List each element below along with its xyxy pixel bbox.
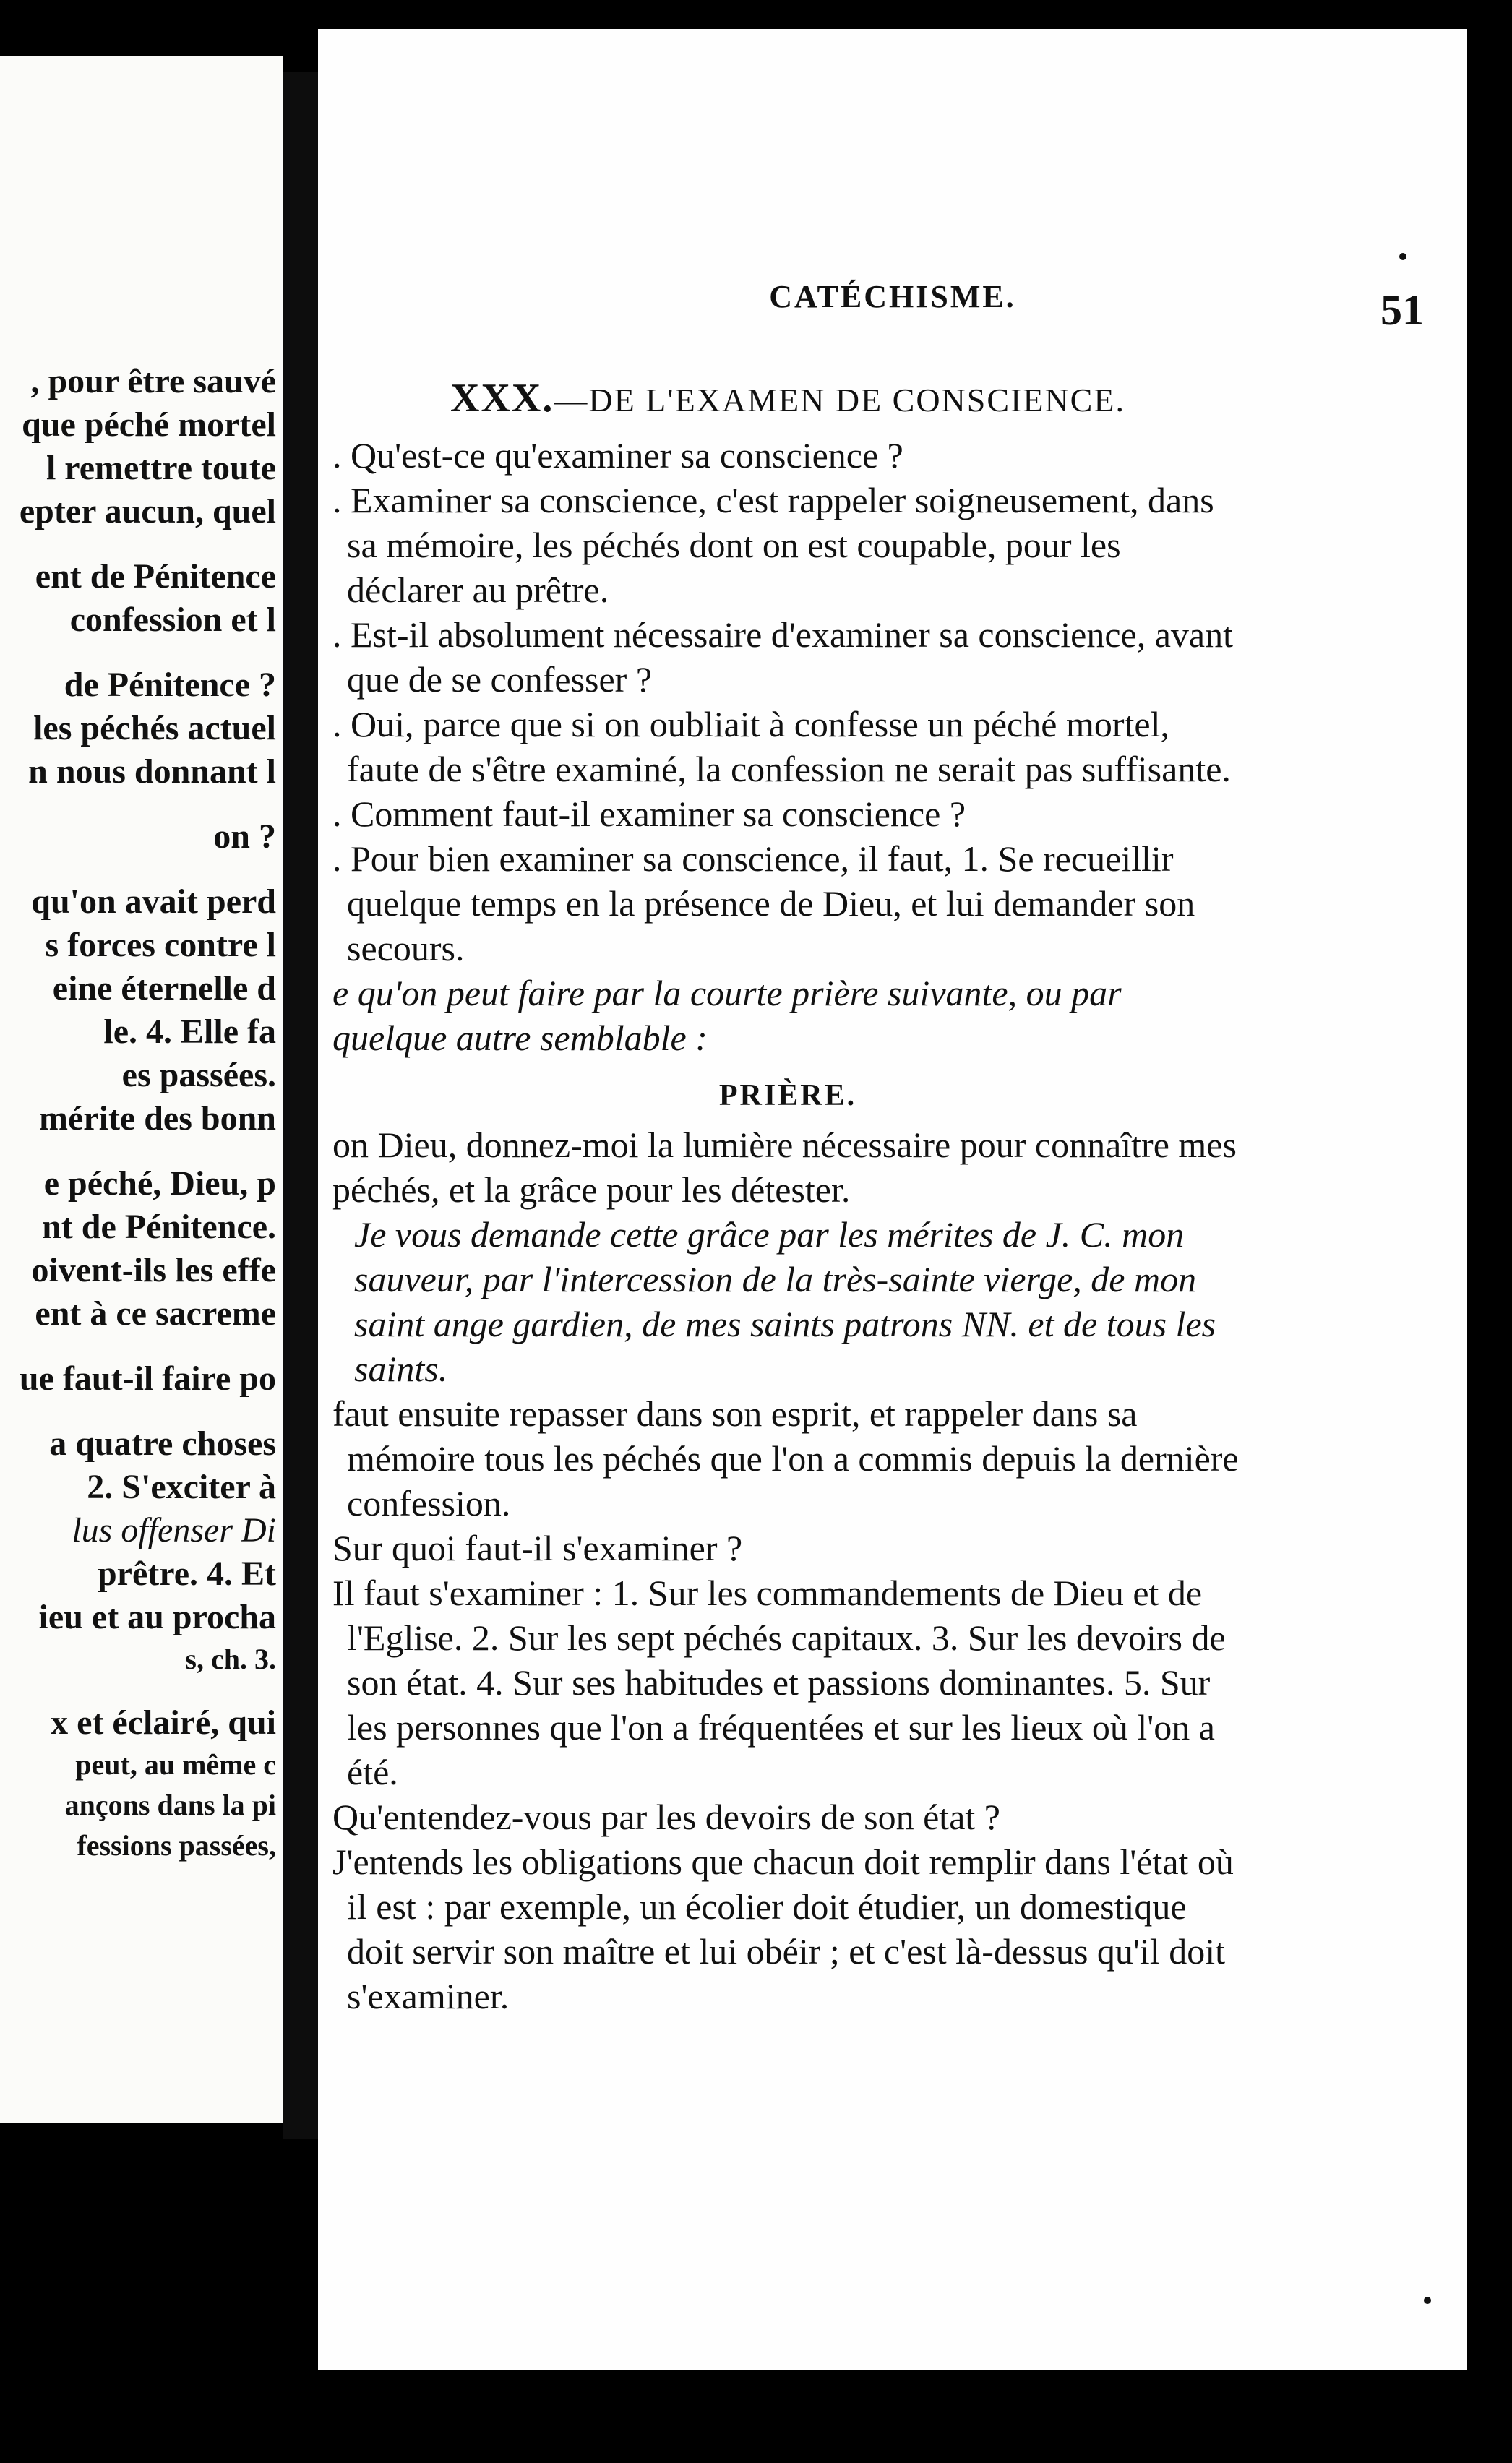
left-page-line: on ? bbox=[213, 817, 276, 856]
book-gutter bbox=[283, 72, 319, 2139]
question-paragraph: . Qu'est-ce qu'examiner sa conscience ? bbox=[332, 435, 903, 476]
left-page-line: prêtre. 4. Et bbox=[97, 1555, 276, 1593]
chapter-heading bbox=[332, 376, 1243, 423]
paragraphs-before-prayer bbox=[332, 433, 1243, 1060]
left-page-line: ançons dans la pi bbox=[64, 1789, 276, 1821]
left-page-line: epter aucun, quel bbox=[19, 492, 276, 530]
left-page-line: 2. S'exciter à bbox=[87, 1468, 276, 1506]
left-page-fragment bbox=[0, 56, 283, 2123]
answer-paragraph: . Oui, parce que si on oubliait à confesse un péché mortel, faute de s'être examiné, la confession ne serait pas suffisante. bbox=[332, 704, 1231, 789]
running-head: CATÉCHISME. bbox=[769, 279, 1016, 314]
note-paragraph: e qu'on peut faire par la courte prière suivante, ou par quelque autre semblable : bbox=[332, 973, 1122, 1058]
right-page bbox=[318, 29, 1467, 2370]
prayer-opening: on Dieu, donnez-moi la lumière nécessaire pour connaître mes péchés, et la grâce pour les détester. bbox=[332, 1125, 1237, 1210]
question-paragraph: . Est-il absolument nécessaire d'examiner sa conscience, avant que de se confesser ? bbox=[332, 614, 1234, 700]
left-page-line: n nous donnant l bbox=[28, 752, 276, 791]
left-page-line: ieu et au procha bbox=[38, 1598, 276, 1636]
left-page-line: de Pénitence ? bbox=[64, 666, 276, 704]
chapter-title: —DE L'EXAMEN DE CONSCIENCE. bbox=[554, 382, 1125, 418]
answer-paragraph: J'entends les obligations que chacun doit remplir dans l'état où il est : par exemple, un écolier doit étudier, un domestique doit servir son maître et lui obéir ; et c'est là-dessus qu'il doit s'examiner. bbox=[332, 1841, 1234, 2016]
left-page-line: s, ch. 3. bbox=[185, 1643, 276, 1675]
answer-paragraph: Il faut s'examiner : 1. Sur les commandements de Dieu et de l'Eglise. 2. Sur les sept péchés capitaux. 3. Sur les devoirs de son état. 4. Sur ses habitudes et passions dominantes. 5. Sur les personnes que l'on a fréquentées et sur les lieux où l'on a été. bbox=[332, 1573, 1226, 1792]
left-page-line: les péchés actuel bbox=[33, 709, 276, 747]
question-paragraph: Qu'entendez-vous par les devoirs de son état ? bbox=[332, 1797, 1000, 1837]
left-page-line: que péché mortel bbox=[22, 405, 276, 444]
left-page-line: ue faut-il faire po bbox=[19, 1359, 276, 1398]
left-page-line: eine éternelle d bbox=[52, 969, 276, 1007]
left-page-line: lus offenser Di bbox=[72, 1511, 276, 1549]
left-page-line: a quatre choses bbox=[49, 1424, 276, 1463]
answer-paragraph: . Pour bien examiner sa conscience, il faut, 1. Se recueillir quelque temps en la présence de Dieu, et lui demander son secours. bbox=[332, 838, 1195, 968]
left-page-line: nt de Pénitence. bbox=[42, 1208, 276, 1246]
left-page-lines bbox=[1, 360, 276, 1866]
left-page-line: , pour être sauvé bbox=[30, 362, 276, 400]
left-page-line: es passées. bbox=[121, 1056, 276, 1094]
paragraphs-after-prayer bbox=[332, 1391, 1243, 2019]
prayer-italic: Je vous demande cette grâce par les mérites de J. C. mon sauveur, par l'intercession de la très-sainte vierge, de mon saint ange gardien, de mes saints patrons NN. et de tous les saints. bbox=[354, 1214, 1216, 1389]
left-page-line: fessions passées, bbox=[77, 1829, 276, 1862]
left-page-line: mérite des bonn bbox=[39, 1099, 276, 1138]
left-page-line: ent de Pénitence bbox=[35, 557, 276, 596]
prayer-title: PRIÈRE. bbox=[718, 1079, 857, 1112]
page-number: 51 bbox=[1380, 286, 1424, 334]
question-paragraph: Sur quoi faut-il s'examiner ? bbox=[332, 1528, 743, 1568]
page-speck bbox=[1424, 2297, 1431, 2304]
left-page-line: ent à ce sacreme bbox=[35, 1294, 276, 1333]
page-speck bbox=[1399, 253, 1406, 260]
left-page-line: confession et l bbox=[69, 601, 276, 639]
left-page-line: x et éclairé, qui bbox=[51, 1703, 276, 1742]
left-page-line: peut, au même c bbox=[75, 1748, 276, 1781]
answer-paragraph: faut ensuite repasser dans son esprit, et rappeler dans sa mémoire tous les péchés que l'on a commis depuis la dernière confession. bbox=[332, 1393, 1239, 1523]
question-paragraph: . Comment faut-il examiner sa conscience ? bbox=[332, 794, 966, 834]
chapter-number: XXX. bbox=[450, 376, 554, 421]
left-page-line: l remettre toute bbox=[46, 449, 276, 487]
left-page-line: le. 4. Elle fa bbox=[103, 1013, 276, 1051]
left-page-line: e péché, Dieu, p bbox=[43, 1164, 276, 1203]
answer-paragraph: . Examiner sa conscience, c'est rappeler soigneusement, dans sa mémoire, les péchés dont on est coupable, pour les déclarer au prêtre. bbox=[332, 480, 1214, 610]
page-content bbox=[332, 376, 1243, 2019]
left-page-line: s forces contre l bbox=[45, 926, 276, 964]
left-page-line: qu'on avait perd bbox=[31, 882, 276, 921]
left-page-line: oivent-ils les effe bbox=[31, 1251, 276, 1289]
